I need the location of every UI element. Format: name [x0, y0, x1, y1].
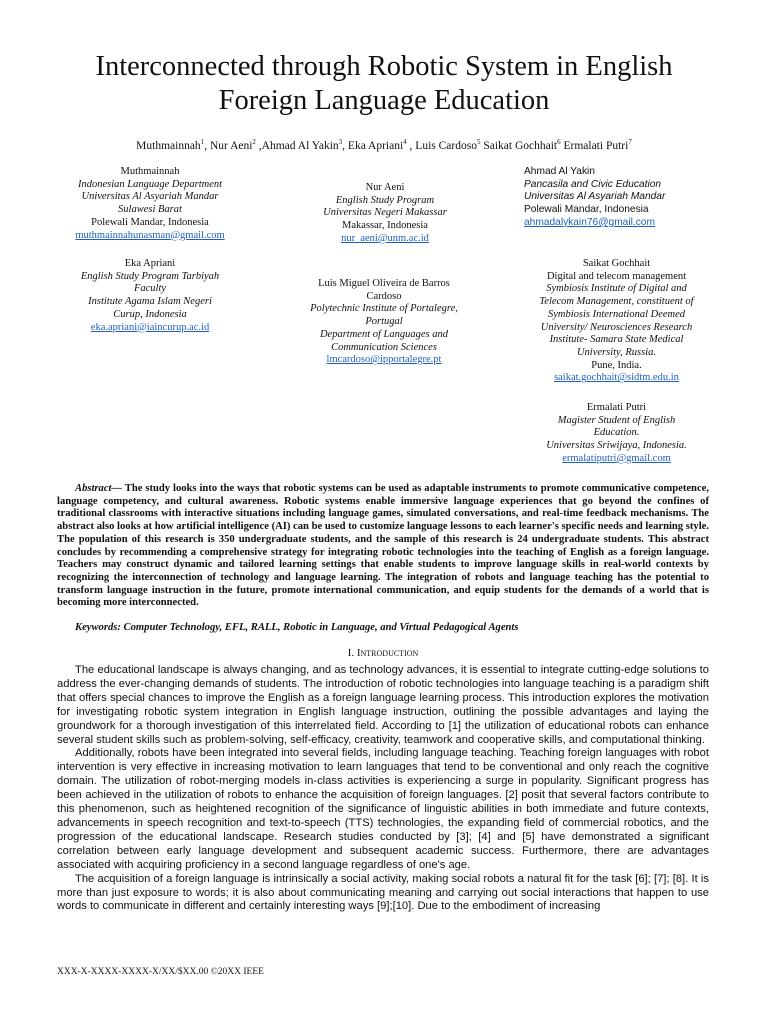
email-link[interactable]: nur_aeni@unm.ac.id: [341, 232, 429, 244]
footer-copyright: XXX-X-XXXX-XXXX-X/XX/$XX.00 ©20XX IEEE: [57, 967, 264, 977]
author-list: Muthmainnah$^1$, Nur Aeni$^2$ ,Ahmad Al Yakin$^3$, Eka Apriani$^4$ , Luis Cardoso$^5$ Saikat Gochhait$^6$ Ermalati Putri$^7$: [136, 138, 632, 152]
title-line-1: Interconnected through Robotic System in English: [95, 51, 673, 82]
email-link[interactable]: muthmainnahunasman@gmail.com: [75, 229, 225, 241]
section-heading: I. Introduction: [347, 647, 419, 659]
email-link[interactable]: lmcardoso@ipportalegre.pt: [326, 354, 442, 366]
affiliation-saikat-gochhait: Saikat Gochhait Digital and telecom management Symbiosis Institute of Digital and Telecom Management, constituent of Symbiosis International Deemed University/ Neurosciences Research Institute- Samara State Medical University, Russia. Pune, India. saikat.gochhait@sidtm.edu.in: [524, 258, 709, 385]
affiliation-ahmad-al-yakin: Ahmad Al Yakin Pancasila and Civic Education Universitas Al Asyariah Mandar Polewali Mandar, Indonesia ahmadalykain76@gmail.com: [524, 166, 724, 230]
affiliation-luis-cardoso: Luis Miguel Oliveira de Barros Cardoso Polytechnic Institute of Portalegre, Portugal Department of Languages and Communication Sciences lmcardoso@ipportalegre.pt: [288, 278, 480, 367]
email-link[interactable]: saikat.gochhait@sidtm.edu.in: [554, 372, 679, 384]
abstract-text: The study looks into the ways that robotic systems can be used as adaptable instruments to promote communicative competence, language competency, and cultural awareness. Robotic systems enable immersive language experiences that go beyond the confines of traditional classrooms with interactive situations including language games, simulated conversations, and real-time feedback mechanisms. The abstract also looks at how artificial intelligence (AI) can be used to customize language lessons to each learner's specific needs and learning style. The population of this research is 350 undergraduate students, and the sample of this research is 24 undergraduate students. This abstract concludes by recommending a comprehensive strategy for integrating robotic technologies into the teaching of English as a foreign language. Teachers may construct dynamic and tailored learning settings that enable students to improve language skills in real-world contexts by recognizing the interconnection of technology and language learning. The integration of robots and language teaching has the potential to transform language instruction in the future, promote international communication, and equip students for the demands of a world that is becoming more interconnected.: [57, 483, 709, 609]
email-link[interactable]: ermalatiputri@gmail.com: [562, 452, 671, 464]
body-text: [57, 664, 709, 914]
affiliation-nur-aeni: Nur Aeni English Study Program Universitas Negeri Makassar Makassar, Indonesia nur_aeni@unm.ac.id: [290, 182, 480, 246]
author-name: , Eka Apriani: [342, 139, 404, 152]
abstract-label: Abstract—: [75, 483, 123, 494]
author-name: Muthmainnah: [136, 139, 201, 152]
abstract: [57, 483, 709, 610]
title-line-2: Foreign Language Education: [218, 85, 550, 116]
affiliation-ermalati-putri: Ermalati Putri Magister Student of English Education. Universitas Sriwijaya, Indonesia. ermalatiputri@gmail.com: [524, 402, 709, 466]
affiliation-muthmainnah: Muthmainnah Indonesian Language Department Universitas Al Asyariah Mandar Sulawesi Barat Polewali Mandar, Indonesia muthmainnahunasman@gmail.com: [55, 166, 245, 242]
author-name: , Nur Aeni: [204, 139, 253, 152]
paragraph: The acquisition of a foreign language is intrinsically a social activity, making social robots a natural fit for the task [6]; [7]; [8]. It is more than just exposure to words; it is also about communicating meaning and carrying out social interactions that happen to use words to communicate in different and certainly interesting ways [9];[10]. Due to the embodiment of increasing: [57, 872, 709, 913]
affiliation-eka-apriani: Eka Apriani English Study Program Tarbiyah Faculty Institute Agama Islam Negeri Curup, Indonesia eka.apriani@iaincurup.ac.id: [55, 258, 245, 334]
author-name: Ermalati Putri: [560, 139, 629, 152]
author-name: , Luis Cardoso: [406, 139, 477, 152]
email-link[interactable]: eka.apriani@iaincurup.ac.id: [90, 321, 210, 333]
keywords: Keywords: Computer Technology, EFL, RALL, Robotic in Language, and Virtual Pedagogical Agents: [75, 622, 519, 633]
paper-title: [40, 50, 728, 118]
author-name: Saikat Gochhait: [480, 139, 558, 152]
paragraph: Additionally, robots have been integrated into several fields, including language teaching. Teaching foreign languages with robot intervention is very effective in increasing motivation to learn languages that tend to be conventional and only reach the cognitive domain. The utilization of robot-merging models in-class activities is experiencing a surge in popularity. Significant progress has been achieved in the utilization of robots to enhance the acquisition of foreign languages. [2] posit that several factors contribute to this phenomenon, such as heightened recognition of the significance of linguistic abilities in both immediate and future contexts, advancements in speech recognition and text-to-speech (TTS) technologies, the expanding field of commercial robotics, and the progression of the educational landscape. Research studies conducted by [3]; [4] and [5] have demonstrated a significant correlation between early language development and subsequent academic success. Furthermore, there are advantages associated with acquiring proficiency in a second language regardless of one's age.: [57, 747, 709, 871]
email-link[interactable]: ahmadalykain76@gmail.com: [524, 216, 655, 228]
author-name: ,Ahmad Al Yakin: [255, 139, 339, 152]
paragraph: The educational landscape is always changing, and as technology advances, it is essential to integrate cutting-edge solutions to address the ever-changing demands of students. The introduction of robotic technologies into language teaching is a paradigm shift that offers special chances to improve the English as a foreign language learning process. This introduction explores the motivation for investigating robotic system integration in English language instruction, outlining the possible advantages and laying the groundwork for a thorough investigation of this interrelated field. According to [1] the utilization of educational robots can enhance several student skills such as problem-solving, self-efficacy, creativity, teamwork and cooperative skills, and computational thinking.: [57, 664, 709, 746]
